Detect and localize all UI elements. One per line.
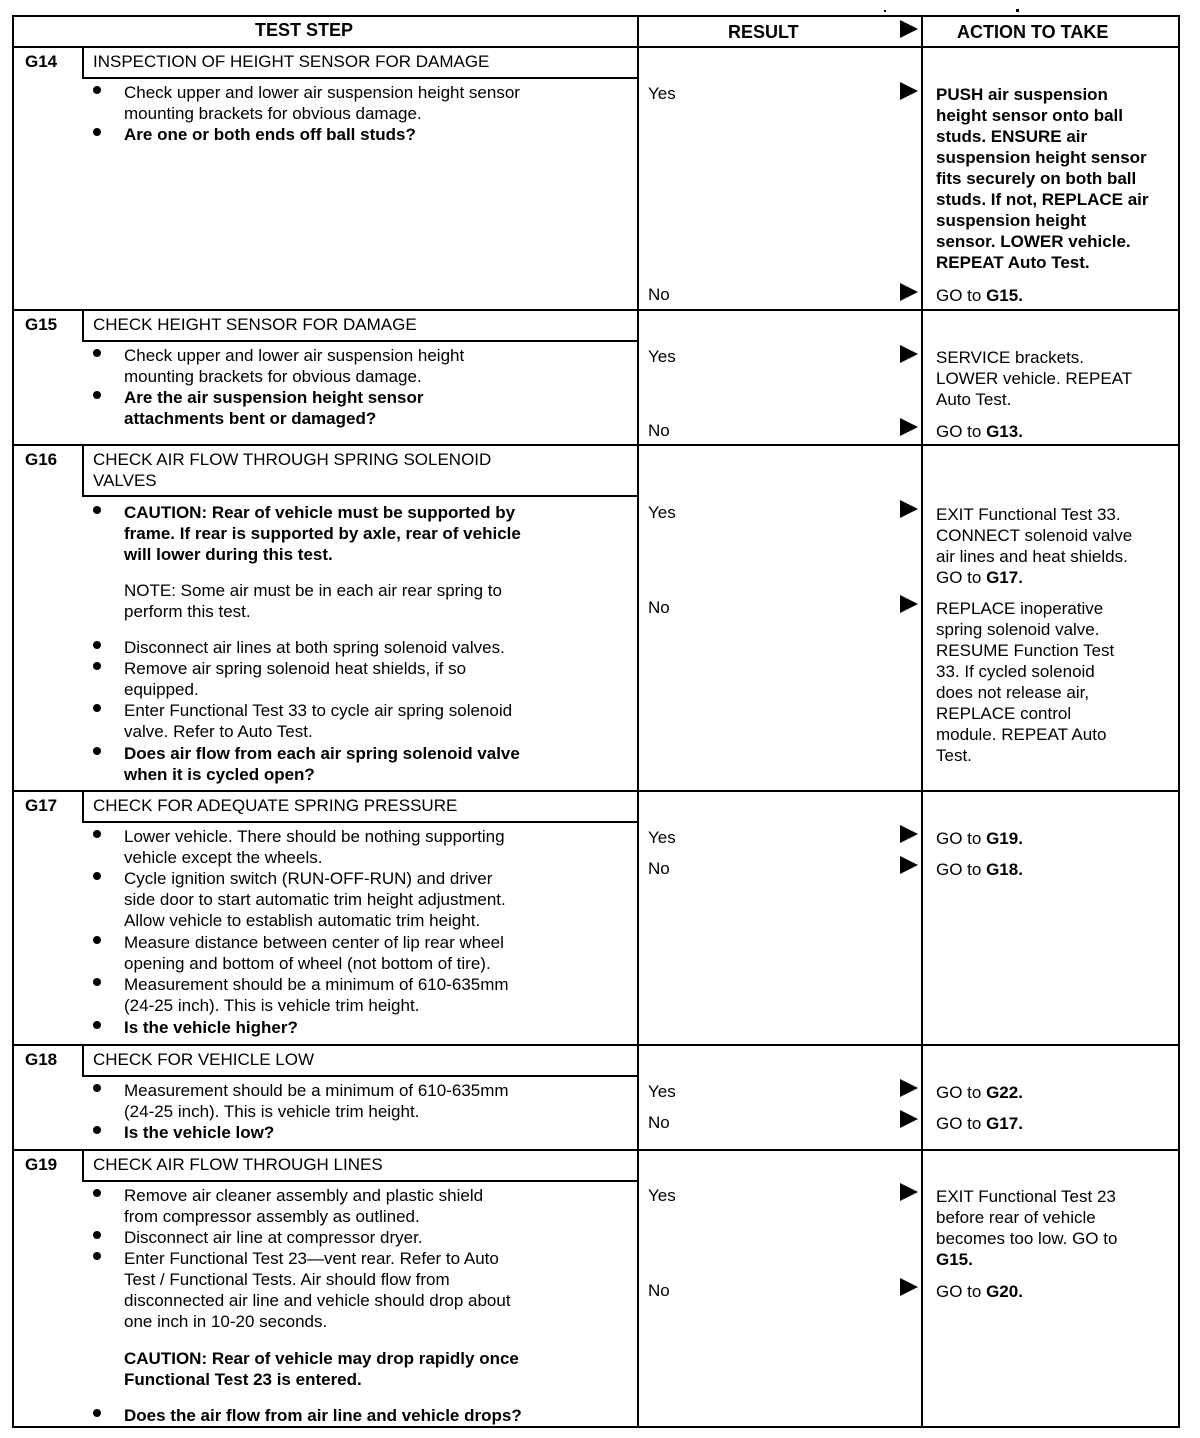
item-line: from compressor assembly as outlined. <box>124 1207 420 1226</box>
step-title: CHECK AIR FLOW THROUGH SPRING SOLENOID <box>93 450 492 469</box>
table-left-border <box>12 15 14 1428</box>
result-label: Yes <box>648 1082 676 1101</box>
action-text: GO to G19. <box>936 829 1023 848</box>
id-divider <box>82 309 84 341</box>
item-line: Cycle ignition switch (RUN-OFF-RUN) and driver <box>124 869 493 888</box>
item-line: Remove air cleaner assembly and plastic shield <box>124 1186 484 1205</box>
title-row-line <box>82 1075 639 1077</box>
item-line: Measure distance between center of lip rear wheel <box>124 933 504 952</box>
result-label: Yes <box>648 828 676 847</box>
caution-line: CAUTION: Rear of vehicle may drop rapidly once <box>124 1349 519 1368</box>
section-separator <box>12 1149 1180 1151</box>
action-text: PUSH air suspension height sensor onto ball studs. ENSURE air suspension height sensor fits securely on both ball studs. If not, REPLACE air suspension height sensor. LOWER vehicle. REPEAT Auto Test. <box>936 85 1149 272</box>
section-separator <box>12 1044 1180 1046</box>
id-divider <box>82 1149 84 1181</box>
result-column-divider <box>637 15 639 1428</box>
step-title: CHECK FOR ADEQUATE SPRING PRESSURE <box>93 796 458 815</box>
item-line: Are the air suspension height sensor <box>124 388 424 407</box>
item-line: Enter Functional Test 33 to cycle air spring solenoid <box>124 701 513 720</box>
item-line: Check upper and lower air suspension height sensor <box>124 83 520 102</box>
step-id: G15 <box>25 315 58 334</box>
action-column-divider <box>921 15 923 1428</box>
arrow-icon <box>900 418 918 436</box>
bullet-icon <box>93 662 101 670</box>
item-line: (24-25 inch). This is vehicle trim height. <box>124 1102 420 1121</box>
title-row-line <box>82 1180 639 1182</box>
action-text: GO to G13. <box>936 422 1023 441</box>
bullet-icon <box>93 641 101 649</box>
table-top-border <box>12 15 1180 17</box>
step-title: VALVES <box>93 471 157 490</box>
arrow-icon <box>900 82 918 100</box>
action-text: SERVICE brackets. LOWER vehicle. REPEAT Auto Test. <box>936 348 1133 409</box>
arrow-icon <box>900 595 918 613</box>
item-line: Lower vehicle. There should be nothing supporting <box>124 827 505 846</box>
action-text: EXIT Functional Test 33. CONNECT solenoid valve air lines and heat shields. GO to G17. <box>936 505 1133 587</box>
result-label: No <box>648 1113 670 1132</box>
note-line: NOTE: Some air must be in each air rear spring to <box>124 581 502 600</box>
item-line: Remove air spring solenoid heat shields, if so <box>124 659 467 678</box>
item-line: one inch in 10-20 seconds. <box>124 1312 328 1331</box>
scan-speck <box>884 10 886 12</box>
item-line: when it is cycled open? <box>124 765 315 784</box>
bullet-icon <box>93 1021 101 1029</box>
bullet-icon <box>93 349 101 357</box>
section-separator <box>12 790 1180 792</box>
bullet-icon <box>93 830 101 838</box>
item-line: valve. Refer to Auto Test. <box>124 722 313 741</box>
result-label: No <box>648 598 670 617</box>
header-bottom-border <box>12 46 1180 48</box>
item-line: equipped. <box>124 680 199 699</box>
title-row-line <box>82 77 639 79</box>
step-id: G18 <box>25 1050 58 1069</box>
item-line: side door to start automatic trim height adjustment. <box>124 890 506 909</box>
bullet-icon <box>93 1084 101 1092</box>
item-line: (24-25 inch). This is vehicle trim height. <box>124 996 420 1015</box>
section-separator <box>12 444 1180 446</box>
title-row-line <box>82 821 639 823</box>
item-line: Is the vehicle higher? <box>124 1018 298 1037</box>
step-title: CHECK AIR FLOW THROUGH LINES <box>93 1155 383 1174</box>
bullet-icon <box>93 1231 101 1239</box>
bullet-icon <box>93 978 101 986</box>
title-row-line <box>82 340 639 342</box>
item-line: attachments bent or damaged? <box>124 409 377 428</box>
action-text: REPLACE inoperative spring solenoid valve. RESUME Function Test 33. If cycled solenoid does not release air, REPLACE control module. REPEAT Auto Test. <box>936 599 1115 765</box>
item-line: opening and bottom of wheel (not bottom of tire). <box>124 954 491 973</box>
result-label: Yes <box>648 503 676 522</box>
step-id: G17 <box>25 796 58 815</box>
section-separator <box>12 309 1180 311</box>
item-line: disconnected air line and vehicle should drop about <box>124 1291 511 1310</box>
id-divider <box>82 444 84 496</box>
arrow-icon <box>900 345 918 363</box>
action-text: EXIT Functional Test 23 before rear of vehicle becomes too low. GO to G15. <box>936 1187 1118 1269</box>
note-line: perform this test. <box>124 602 251 621</box>
item-line: Does air flow from each air spring solenoid valve <box>124 744 520 763</box>
header-action: ACTION TO TAKE <box>957 22 1109 42</box>
result-label: No <box>648 421 670 440</box>
action-text: GO to G18. <box>936 860 1023 879</box>
action-text: GO to G15. <box>936 286 1023 305</box>
bullet-icon <box>93 1252 101 1260</box>
item-line: mounting brackets for obvious damage. <box>124 104 422 123</box>
id-divider <box>82 46 84 78</box>
caution-line: will lower during this test. <box>124 545 333 564</box>
action-text: GO to G17. <box>936 1114 1023 1133</box>
result-label: Yes <box>648 347 676 366</box>
result-label: Yes <box>648 84 676 103</box>
caution-line: CAUTION: Rear of vehicle must be supported by <box>124 503 516 522</box>
step-title: CHECK FOR VEHICLE LOW <box>93 1050 315 1069</box>
bullet-icon <box>93 391 101 399</box>
item-line: Allow vehicle to establish automatic trim height. <box>124 911 481 930</box>
item-line: Does the air flow from air line and vehicle drops? <box>124 1406 522 1425</box>
arrow-icon <box>900 1278 918 1296</box>
arrow-icon <box>900 1183 918 1201</box>
bullet-icon <box>93 1189 101 1197</box>
caution-line: frame. If rear is supported by axle, rear of vehicle <box>124 524 521 543</box>
bullet-icon <box>93 936 101 944</box>
table-bottom-border <box>12 1426 1180 1428</box>
item-line: mounting brackets for obvious damage. <box>124 367 422 386</box>
step-title: INSPECTION OF HEIGHT SENSOR FOR DAMAGE <box>93 52 490 71</box>
item-line: Disconnect air lines at both spring solenoid valves. <box>124 638 505 657</box>
bullet-icon <box>93 747 101 755</box>
bullet-icon <box>93 128 101 136</box>
bullet-icon <box>93 704 101 712</box>
item-line: Is the vehicle low? <box>124 1123 275 1142</box>
item-line: Measurement should be a minimum of 610-635mm <box>124 975 509 994</box>
arrow-icon <box>900 1079 918 1097</box>
bullet-icon <box>93 1409 101 1417</box>
arrow-icon <box>900 856 918 874</box>
id-divider <box>82 1044 84 1076</box>
bullet-icon <box>93 1126 101 1134</box>
action-text: GO to G20. <box>936 1282 1023 1301</box>
item-line: vehicle except the wheels. <box>124 848 323 867</box>
arrow-icon <box>900 500 918 518</box>
arrow-icon <box>900 1110 918 1128</box>
result-label: No <box>648 285 670 304</box>
result-label: No <box>648 859 670 878</box>
step-title: CHECK HEIGHT SENSOR FOR DAMAGE <box>93 315 417 334</box>
item-line: Measurement should be a minimum of 610-635mm <box>124 1081 509 1100</box>
arrow-icon <box>900 825 918 843</box>
result-label: Yes <box>648 1186 676 1205</box>
step-id: G19 <box>25 1155 58 1174</box>
id-divider <box>82 790 84 822</box>
item-line: Enter Functional Test 23—vent rear. Refer to Auto <box>124 1249 499 1268</box>
bullet-icon <box>93 872 101 880</box>
item-line: Check upper and lower air suspension height <box>124 346 465 365</box>
header-test-step: TEST STEP <box>255 20 354 40</box>
bullet-icon <box>93 86 101 94</box>
step-id: G16 <box>25 450 58 469</box>
step-id: G14 <box>25 52 58 71</box>
caution-line: Functional Test 23 is entered. <box>124 1370 362 1389</box>
item-line: Test / Functional Tests. Air should flow from <box>124 1270 450 1289</box>
header-arrow-icon <box>900 20 918 38</box>
arrow-icon <box>900 283 918 301</box>
scan-speck <box>1016 9 1019 12</box>
header-result: RESULT <box>728 22 799 42</box>
action-text: GO to G22. <box>936 1083 1023 1102</box>
item-line: Disconnect air line at compressor dryer. <box>124 1228 423 1247</box>
title-row-line <box>82 495 639 497</box>
bullet-icon <box>93 506 101 514</box>
item-line: Are one or both ends off ball studs? <box>124 125 416 144</box>
result-label: No <box>648 1281 670 1300</box>
